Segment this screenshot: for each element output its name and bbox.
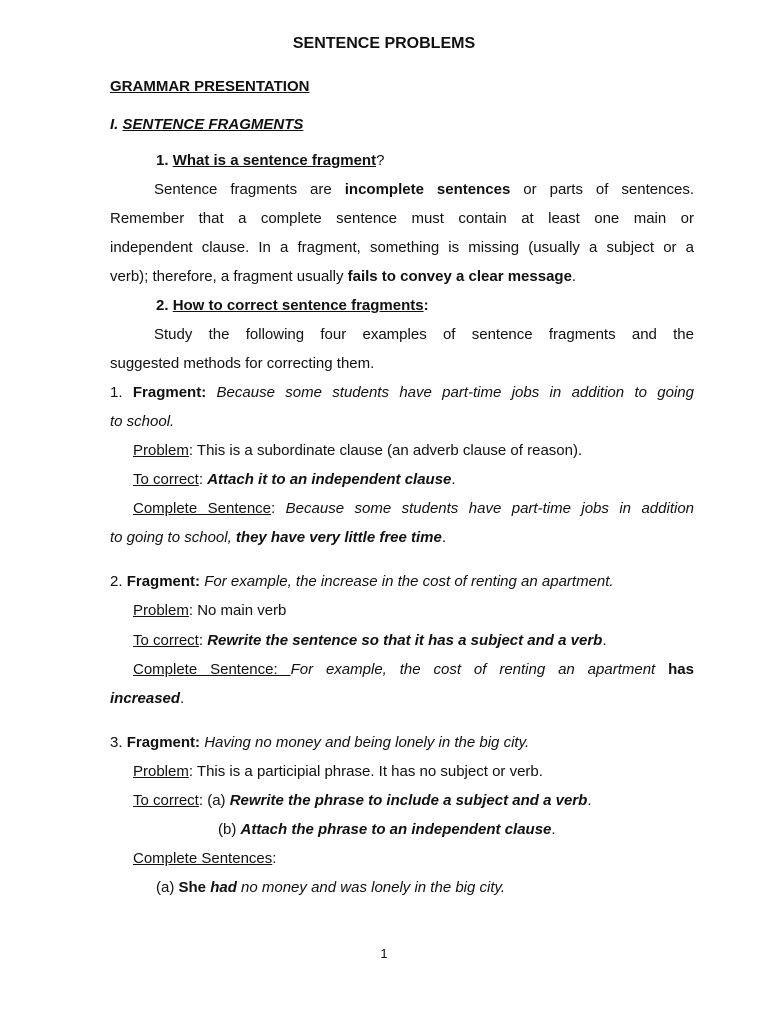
ex2-fragment-label: Fragment: (126, 573, 201, 590)
question-1 (110, 151, 694, 171)
ex3-answer-she: She (178, 879, 211, 896)
ex1-fragment-line2: to school. (110, 413, 175, 430)
ex1-complete-end: . (441, 529, 447, 546)
ex1-complete-label: Complete Sentence (133, 500, 272, 517)
ex1-complete-bold: they have very little free time (235, 529, 442, 546)
ex3-correct-label: To correct (133, 792, 199, 809)
para1-text-a: Sentence fragments are (154, 181, 345, 198)
ex1-number: 1. (110, 384, 133, 401)
section-heading: GRAMMAR PRESENTATION (110, 78, 310, 95)
ex1-problem-label: Problem (133, 442, 189, 459)
ex3-fragment-text: Having no money and being lonely in the big city. (200, 734, 530, 751)
ex3-fragment (110, 733, 694, 753)
question-1-number: 1. (156, 152, 173, 169)
ex3-to-correct-a (110, 791, 694, 811)
ex1-to-correct (110, 470, 694, 490)
ex2-complete-text: For example, the cost of renting an apartment (290, 661, 669, 678)
ex2-correct-label: To correct (133, 632, 199, 649)
para1-line3: independent clause. In a fragment, something is missing (usually a subject or a (110, 239, 694, 256)
ex3-answer-had: had (210, 879, 237, 896)
ex2-complete-line1 (110, 660, 694, 680)
ex1-problem-text: : This is a subordinate clause (an adverb clause of reason). (188, 442, 583, 459)
para1-line4-a: verb); therefore, a fragment usually (110, 268, 348, 285)
para1-line4 (110, 267, 694, 287)
ex2-problem (110, 601, 694, 621)
ex3-complete-label: Complete Sentences (133, 850, 273, 867)
ex1-correct-label: To correct (133, 471, 199, 488)
ex3-correct-a-end: . (587, 792, 592, 809)
ex1-correct-end: . (451, 471, 456, 488)
ex1-complete-line1 (110, 499, 694, 519)
ex1-complete-colon: : (271, 500, 286, 517)
ex2-complete-label: Complete Sentence: (133, 661, 291, 678)
ex3-correct-a-text: Rewrite the phrase to include a subject and a verb (229, 792, 588, 809)
ex1-fragment-text: Because some students have part-time jobs in addition to going (206, 384, 694, 401)
ex2-correct-end: . (602, 632, 607, 649)
question-2-number: 2. (156, 297, 173, 314)
ex1-complete-text-2: to going to school, (110, 529, 236, 546)
para1-text-c: or parts of sentences. (510, 181, 694, 198)
ex2-complete-end: . (180, 690, 185, 707)
ex3-complete-label-line (110, 849, 694, 869)
ex2-fragment (110, 572, 694, 592)
para2-line2: suggested methods for correcting them. (110, 355, 375, 372)
part-title: SENTENCE FRAGMENTS (122, 116, 304, 133)
question-2-text: How to correct sentence fragments (172, 297, 424, 314)
ex3-answer-a (110, 878, 694, 898)
page-title: SENTENCE PROBLEMS (292, 35, 476, 52)
question-1-text: What is a sentence fragment (172, 152, 377, 169)
question-2-colon: : (423, 297, 429, 314)
ex2-complete-line2 (110, 689, 694, 709)
question-1-mark: ? (376, 152, 385, 169)
ex1-fragment-label: Fragment: (132, 384, 207, 401)
ex3-answer-rest: no money and was lonely in the big city. (236, 879, 506, 896)
ex3-problem-text: : This is a participial phrase. It has no subject or verb. (188, 763, 543, 780)
ex1-complete-text: Because some students have part-time jobs in addition (285, 500, 694, 517)
para1-bold-incomplete: incomplete sentences (344, 181, 511, 198)
part-heading (110, 115, 694, 135)
para1-line4-end: . (571, 268, 577, 285)
ex1-complete-line2 (110, 528, 694, 548)
ex2-fragment-text: For example, the increase in the cost of renting an apartment. (200, 573, 614, 590)
para1-line2: Remember that a complete sentence must contain at least one main or (110, 210, 694, 227)
part-numeral: I. (110, 116, 123, 133)
ex2-complete-bold-increased: increased (110, 690, 181, 707)
ex1-correct-text: Attach it to an independent clause (207, 471, 452, 488)
ex3-answer-a-prefix: (a) (156, 879, 179, 896)
ex2-number: 2. (110, 573, 127, 590)
ex3-complete-colon: : (272, 850, 277, 867)
ex2-correct-colon: : (198, 632, 208, 649)
ex2-correct-text: Rewrite the sentence so that it has a subject and a verb (207, 632, 603, 649)
question-2 (110, 296, 694, 316)
ex1-problem (110, 441, 694, 461)
ex1-fragment-line1 (110, 383, 694, 403)
ex3-fragment-label: Fragment: (126, 734, 201, 751)
para1-bold-fails: fails to convey a clear message (347, 268, 572, 285)
ex3-correct-b-end: . (551, 821, 556, 838)
ex3-problem-label: Problem (133, 763, 189, 780)
page-number: 1 (380, 946, 388, 961)
ex2-problem-label: Problem (133, 602, 189, 619)
ex3-number: 3. (110, 734, 127, 751)
para2-line1: Study the following four examples of sentence fragments and the (154, 326, 694, 343)
ex1-correct-colon: : (198, 471, 208, 488)
ex3-to-correct-b (110, 820, 694, 840)
ex3-problem (110, 762, 694, 782)
para1-line1 (110, 180, 694, 200)
ex2-to-correct (110, 631, 694, 651)
ex3-correct-b-text: Attach the phrase to an independent clause (240, 821, 552, 838)
ex3-correct-b-prefix: (b) (218, 821, 241, 838)
ex3-correct-a-prefix: : (a) (198, 792, 230, 809)
ex2-problem-text: : No main verb (188, 602, 287, 619)
ex2-complete-bold-has: has (668, 661, 694, 678)
